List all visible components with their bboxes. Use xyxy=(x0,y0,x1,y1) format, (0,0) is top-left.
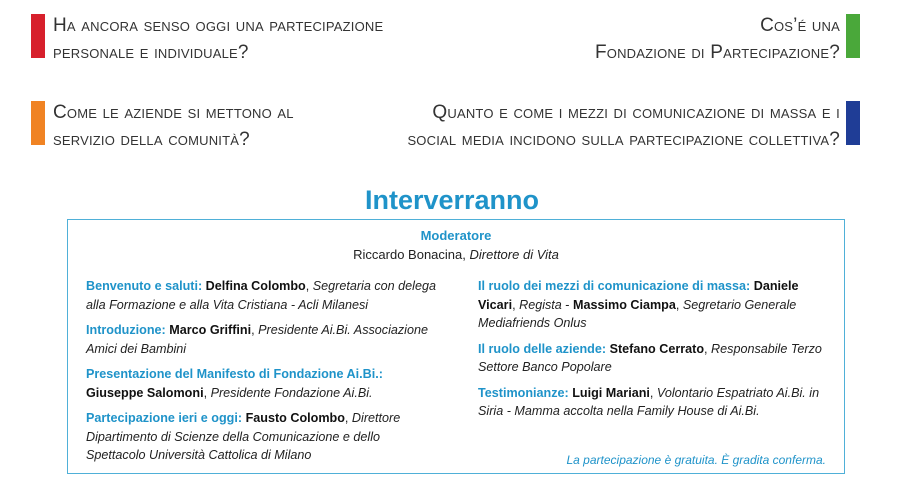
navy-bar xyxy=(846,101,860,145)
entry-label: Il ruolo dei mezzi di comunicazione di massa: xyxy=(478,279,751,293)
separator: , xyxy=(251,323,259,337)
separator: , xyxy=(305,279,313,293)
moderator-label: Moderatore xyxy=(420,228,492,243)
entry-label: Benvenuto e saluti: xyxy=(86,279,203,293)
speakers-right-column xyxy=(478,277,833,428)
speaker-name: Fausto Colombo xyxy=(245,411,345,425)
orange-bar xyxy=(31,101,45,145)
speaker-role: Direttore Dipartimento di Scienze della Comunicazione e dello Spettacolo Università Cattolica di Milano xyxy=(86,411,401,462)
speaker-role: Volontario Espatriato Ai.Bi. in Siria - Mamma accolta nella Family House di Ai.Bi. xyxy=(478,385,820,418)
separator: , xyxy=(675,297,683,312)
right-entry xyxy=(478,384,833,421)
separator: , xyxy=(203,385,211,400)
left-entry xyxy=(86,409,436,465)
left-entry xyxy=(86,321,436,358)
question-4 xyxy=(360,99,840,153)
moderator-line xyxy=(68,247,844,262)
question-3 xyxy=(53,99,383,153)
entry-label: Il ruolo delle aziende: xyxy=(478,341,607,356)
speaker-name: Delfina Colombo xyxy=(205,279,306,293)
separator: - xyxy=(561,297,573,312)
question-4-line1: Quanto e come i mezzi di comunicazione di massa e i xyxy=(432,102,840,123)
speakers-left-column xyxy=(86,277,436,472)
question-3-line1: Come le aziende si mettono al xyxy=(53,102,294,123)
question-1-line2: personale e individuale? xyxy=(53,42,249,63)
moderator-role: Direttore di Vita xyxy=(469,247,559,262)
red-bar xyxy=(31,14,45,58)
speaker-role: Regista xyxy=(519,297,562,312)
entry-label: Testimonianze: xyxy=(478,385,569,400)
left-entry xyxy=(86,277,436,314)
moderator-name: Riccardo Bonacina, xyxy=(353,247,466,262)
footer-note: La partecipazione è gratuita. È gradita conferma. xyxy=(566,453,826,467)
separator: , xyxy=(512,297,520,312)
speaker-role: Presidente Ai.Bi. Associazione Amici dei Bambini xyxy=(86,323,428,356)
speaker-name: Luigi Mariani xyxy=(572,385,650,400)
speaker-name: Stefano Cerrato xyxy=(609,341,705,356)
separator: , xyxy=(704,341,712,356)
speaker-name: Massimo Ciampa xyxy=(573,297,676,312)
speakers-box xyxy=(67,219,845,474)
question-3-line2: servizio della comunità? xyxy=(53,129,250,150)
separator: , xyxy=(344,411,352,425)
question-2-line2: Fondazione di Partecipazione? xyxy=(594,42,840,63)
right-entry xyxy=(478,340,833,377)
entry-label: Introduzione: xyxy=(86,323,166,337)
section-title: Interverranno xyxy=(364,185,540,215)
speaker-role: Responsabile Terzo Settore Banco Popolare xyxy=(478,341,822,374)
green-bar xyxy=(846,14,860,58)
separator: , xyxy=(649,385,657,400)
entry-label: Partecipazione ieri e oggi: xyxy=(86,411,243,425)
speaker-name: Daniele Vicari xyxy=(478,279,799,312)
question-2-line1: Cos’é una xyxy=(760,15,840,36)
question-4-line2: social media incidono sulla partecipazione collettiva? xyxy=(407,129,840,150)
question-2 xyxy=(460,12,840,66)
speaker-role: Presidente Fondazione Ai.Bi. xyxy=(210,385,373,400)
right-entry xyxy=(478,277,833,333)
speaker-role: Segretaria con delega alla Formazione e alla Vita Cristiana - Acli Milanesi xyxy=(86,279,436,312)
speaker-role: Segretario Generale Mediafriends Onlus xyxy=(478,297,797,330)
question-1-line1: Ha ancora senso oggi una partecipazione xyxy=(53,15,384,36)
speaker-name: Giuseppe Salomoni xyxy=(86,385,204,400)
left-entry xyxy=(86,365,436,402)
entry-label: Presentazione del Manifesto di Fondazione Ai.Bi.: xyxy=(86,367,383,381)
question-1 xyxy=(53,12,433,66)
speaker-name: Marco Griffini xyxy=(169,323,252,337)
